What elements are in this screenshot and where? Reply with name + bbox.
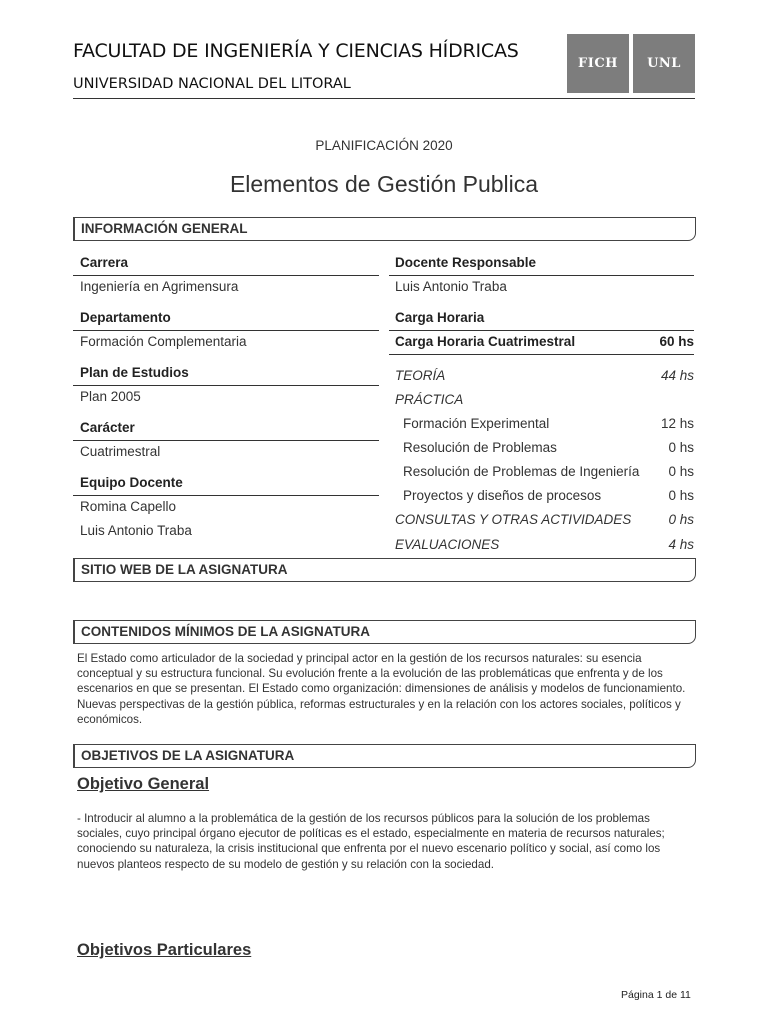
section-objectives	[73, 744, 696, 768]
hours-row-experimental	[395, 416, 694, 431]
hours-row-value: 0 hs	[668, 440, 694, 455]
hours-row-total	[395, 334, 694, 349]
hours-row-theory	[395, 368, 694, 383]
workload-total-rule	[389, 354, 694, 355]
hours-row-value: 0 hs	[668, 488, 694, 503]
character-rule	[73, 440, 379, 441]
responsible-teacher-value: Luis Antonio Traba	[395, 279, 507, 294]
hours-row-value: 44 hs	[660, 368, 694, 383]
hours-row-value: 60 hs	[659, 334, 694, 349]
hours-row-evaluations	[395, 537, 694, 552]
hours-row-value: 0 hs	[668, 464, 694, 479]
general-objective-paragraph: - Introducir al alumno a la problemática de la gestión de los recursos públicos para la solución de los problemas sociales, cuyo principal órgano ejecutor de políticas es el estado, especialmente en materia de recursos naturales; conociendo su naturaleza, la crisis institucional que enfrenta por el nuevo escenario político y social, así como los nuevos planteos respecto de su modelo de gestión y su relación con la sociedad.	[77, 812, 665, 871]
hours-row-value: 12 hs	[660, 416, 694, 431]
responsible-teacher-label: Docente Responsable	[395, 255, 537, 270]
hours-row-label: Resolución de Problemas	[403, 440, 557, 455]
subject-title: Elementos de Gestión Publica	[229, 171, 539, 197]
section-contents-label: CONTENIDOS MÍNIMOS DE LA ASIGNATURA	[81, 624, 370, 639]
section-general-info-label: INFORMACIÓN GENERAL	[81, 221, 248, 236]
study-plan-value: Plan 2005	[80, 389, 141, 404]
hours-row-label: CONSULTAS Y OTRAS ACTIVIDADES	[395, 512, 632, 527]
hours-row-label: TEORÍA	[395, 368, 446, 383]
teaching-team-member: Luis Antonio Traba	[80, 523, 192, 538]
department-label: Departamento	[80, 310, 171, 325]
hours-row-label: Resolución de Problemas de Ingeniería	[403, 464, 640, 479]
hours-row-problems	[395, 440, 694, 455]
particular-objectives-heading: Objetivos Particulares	[77, 941, 252, 959]
contents-paragraph: El Estado como articulador de la sociedad y principal actor en la gestión de los recursos naturales: su esencia conceptual y su estructura funcional. Su evolución frente a la evolución de las problemáticas que enfrenta y de los escenarios en que se presentan. El Estado como organización: dimensiones de análisis y modelos de funcionamiento. Nuevas perspectivas de la gestión pública, reformas estructurales y en la relación con los actores sociales, políticos y económicos.	[77, 652, 686, 726]
hours-row-practice	[395, 392, 694, 407]
page-number: Página 1 de 11	[621, 989, 691, 1001]
hours-row-projects	[395, 488, 694, 503]
hours-row-label: EVALUACIONES	[395, 537, 500, 552]
hours-row-label: Carga Horaria Cuatrimestral	[395, 334, 576, 349]
university-title: UNIVERSIDAD NACIONAL DEL LITORAL	[73, 76, 351, 92]
fich-logo: FICH	[567, 34, 629, 93]
career-value: Ingeniería en Agrimensura	[80, 279, 239, 294]
hours-row-consultations	[395, 512, 694, 527]
hours-row-engineering-problems	[395, 464, 694, 479]
responsible-teacher-rule	[389, 275, 694, 276]
teaching-team-label: Equipo Docente	[80, 475, 183, 490]
department-rule	[73, 330, 379, 331]
study-plan-rule	[73, 385, 379, 386]
workload-rule	[389, 330, 694, 331]
hours-row-label: PRÁCTICA	[395, 392, 464, 407]
hours-row-label: Proyectos y diseños de procesos	[403, 488, 602, 503]
hours-row-value: 4 hs	[668, 537, 694, 552]
character-value: Cuatrimestral	[80, 444, 161, 459]
career-rule	[73, 275, 379, 276]
study-plan-label: Plan de Estudios	[80, 365, 189, 380]
teaching-team-rule	[73, 495, 379, 496]
department-value: Formación Complementaria	[80, 334, 247, 349]
section-contents	[73, 620, 696, 644]
hours-row-value: 0 hs	[668, 512, 694, 527]
faculty-title: FACULTAD DE INGENIERÍA Y CIENCIAS HÍDRICAS	[73, 40, 519, 62]
general-objective-heading: Objetivo General	[77, 775, 210, 793]
unl-logo: UNL	[633, 34, 695, 93]
workload-label: Carga Horaria	[395, 310, 485, 325]
plan-year: PLANIFICACIÓN 2020	[315, 138, 453, 153]
section-website-label: SITIO WEB DE LA ASIGNATURA	[81, 562, 288, 577]
section-objectives-label: OBJETIVOS DE LA ASIGNATURA	[81, 748, 295, 763]
hours-row-label: Formación Experimental	[403, 416, 550, 431]
character-label: Carácter	[80, 420, 135, 435]
teaching-team-member: Romina Capello	[80, 499, 177, 514]
section-website	[73, 558, 696, 582]
career-label: Carrera	[80, 255, 129, 270]
header-divider	[73, 98, 695, 99]
section-general-info	[73, 217, 696, 241]
